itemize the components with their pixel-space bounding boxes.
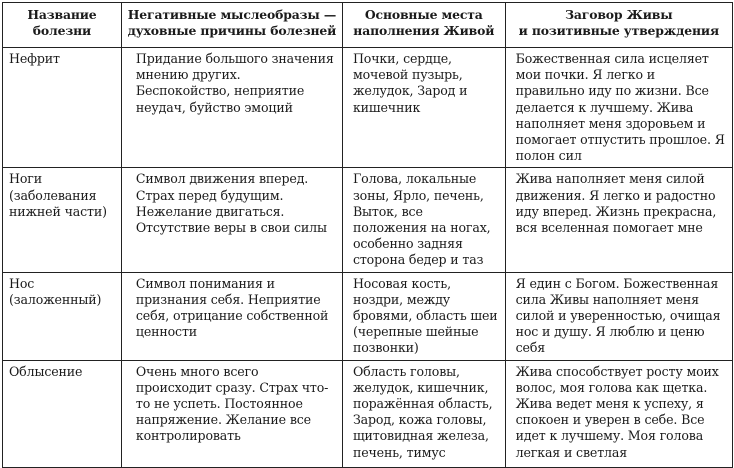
cell-places: Область головы, желудок, кишечник, поражённая область, Зарод, кожа головы, щитовидная железа, печень, тимус	[342, 360, 505, 467]
cell-causes: Очень много всего происходит сразу. Страх что-то не успеть. Постоянное напряжение. Желание все контролировать	[121, 360, 342, 467]
disease-table	[2, 2, 733, 468]
cell-places: Носовая кость, ноздри, между бровями, область шеи (черепные шейные позвонки)	[342, 272, 505, 360]
cell-affirmation: Жива способствует росту моих волос, моя голова как щетка. Жива ведет меня к успеху, я спокоен и уверен в себе. Все идет к лучшему. Моя голова легкая и светлая	[505, 360, 732, 467]
cell-causes: Символ движения вперед. Страх перед будущим. Нежелание двигаться. Отсутствие веры в свои силы	[121, 168, 342, 272]
table-row	[3, 48, 733, 168]
header-negative-thoughts: Негативные мыслеобразы — духовные причины болезней	[121, 3, 342, 48]
table-row	[3, 272, 733, 360]
table-row	[3, 360, 733, 467]
header-disease-name: Название болезни	[3, 3, 122, 48]
cell-disease: Нос (заложенный)	[3, 272, 122, 360]
cell-places: Голова, локальные зоны, Ярло, печень, Выток, все положения на ногах, особенно задняя сторона бедер и таз	[342, 168, 505, 272]
table-header-row	[3, 3, 733, 48]
cell-causes: Символ понимания и признания себя. Неприятие себя, отрицание собственной ценности	[121, 272, 342, 360]
header-main-places: Основные места наполнения Живой	[342, 3, 505, 48]
table-row	[3, 168, 733, 272]
cell-affirmation: Я един с Богом. Божественная сила Живы наполняет меня силой и уверенностью, очищая нос и душу. Я люблю и ценю себя	[505, 272, 732, 360]
cell-affirmation: Божественная сила исцеляет мои почки. Я легко и правильно иду по жизни. Все делается к лучшему. Жива наполняет меня здоровьем и помогает отпустить прошлое. Я полон сил	[505, 48, 732, 168]
cell-causes: Придание большого значения мнению других. Беспокойство, неприятие неудач, буйство эмоций	[121, 48, 342, 168]
cell-disease: Нефрит	[3, 48, 122, 168]
cell-disease: Ноги (заболевания нижней части)	[3, 168, 122, 272]
cell-disease: Облысение	[3, 360, 122, 467]
cell-places: Почки, сердце, мочевой пузырь, желудок, Зарод и кишечник	[342, 48, 505, 168]
cell-affirmation: Жива наполняет меня силой движения. Я легко и радостно иду вперед. Жизнь прекрасна, вся вселенная помогает мне	[505, 168, 732, 272]
header-affirmations: Заговор Живы и позитивные утверждения	[505, 3, 732, 48]
